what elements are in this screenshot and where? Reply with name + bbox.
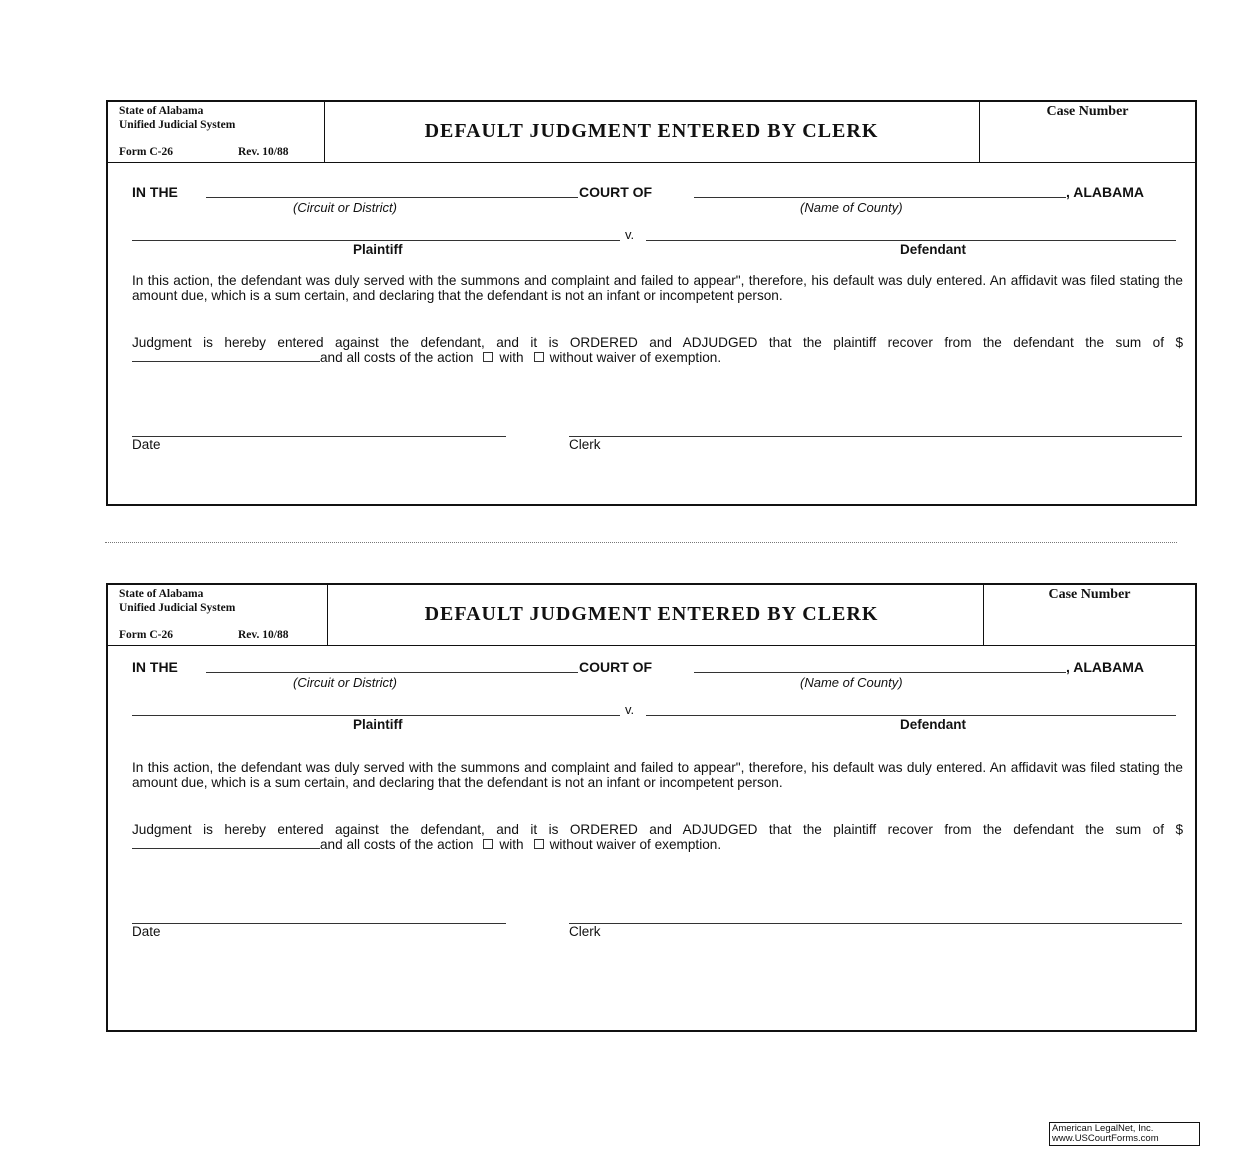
- judgment-statement: [132, 336, 1183, 365]
- without-label: without waiver of exemption.: [549, 349, 722, 365]
- county-hint: (Name of County): [800, 200, 903, 215]
- clerk-label: Clerk: [569, 924, 601, 939]
- state-label: State of Alabama: [119, 588, 204, 600]
- court-type-hint: (Circuit or District): [293, 675, 397, 690]
- without-label: without waiver of exemption.: [549, 836, 722, 852]
- revision: Rev. 10/88: [238, 629, 289, 641]
- court-of-label: COURT OF: [579, 184, 653, 200]
- amount-field[interactable]: [132, 838, 320, 849]
- defendant-field[interactable]: [646, 226, 1176, 241]
- issuer-block: [108, 102, 325, 162]
- without-checkbox[interactable]: [534, 839, 544, 849]
- system-label: Unified Judicial System: [119, 602, 236, 614]
- court-type-field[interactable]: [206, 658, 578, 673]
- defendant-label: Defendant: [900, 242, 967, 257]
- date-label: Date: [132, 437, 161, 452]
- cut-line-divider: [105, 542, 1177, 543]
- case-number-field[interactable]: [983, 585, 1195, 645]
- date-label: Date: [132, 924, 161, 939]
- county-field[interactable]: [694, 658, 1066, 673]
- court-of-label: COURT OF: [579, 659, 653, 675]
- publisher-name: American LegalNet, Inc.: [1052, 1123, 1154, 1134]
- court-type-hint: (Circuit or District): [293, 200, 397, 215]
- amount-field[interactable]: [132, 351, 320, 362]
- publisher-url: www.USCourtForms.com: [1052, 1133, 1159, 1144]
- clerk-signature-field[interactable]: [569, 909, 1182, 924]
- versus-label: v.: [625, 227, 635, 242]
- in-the-label: IN THE: [132, 659, 178, 675]
- costs-text: and all costs of the action: [320, 836, 474, 852]
- form-header: [108, 585, 1195, 646]
- court-type-field[interactable]: [206, 183, 578, 198]
- defendant-field[interactable]: [646, 701, 1176, 716]
- judgment-text: Judgment is hereby entered against the defendant, and it is ORDERED and ADJUDGED that the plaintiff recover from the defendant the sum of $: [132, 822, 1183, 837]
- plaintiff-label: Plaintiff: [353, 717, 403, 732]
- alabama-label: , ALABAMA: [1066, 184, 1145, 200]
- form-title: DEFAULT JUDGMENT ENTERED BY CLERK: [424, 120, 879, 142]
- judgment-text: Judgment is hereby entered against the defendant, and it is ORDERED and ADJUDGED that the plaintiff recover from the defendant the sum of $: [132, 335, 1183, 350]
- clerk-label: Clerk: [569, 437, 601, 452]
- judgment-statement: [132, 823, 1183, 852]
- default-judgment-form-1: [106, 100, 1197, 506]
- issuer-block: [108, 585, 328, 645]
- system-label: Unified Judicial System: [119, 119, 236, 131]
- revision: Rev. 10/88: [238, 146, 289, 158]
- county-field[interactable]: [694, 183, 1066, 198]
- clerk-signature-field[interactable]: [569, 422, 1182, 437]
- with-checkbox[interactable]: [483, 839, 493, 849]
- without-checkbox[interactable]: [534, 352, 544, 362]
- default-judgment-form-2: [106, 583, 1197, 1032]
- default-statement: In this action, the defendant was duly served with the summons and complaint and failed to appear", therefore, his default was duly entered. An affidavit was filed stating the amount due, which is a sum certain, and declaring that the defendant is not an infant or incompetent person.: [132, 760, 1183, 790]
- versus-label: v.: [625, 702, 635, 717]
- form-title: DEFAULT JUDGMENT ENTERED BY CLERK: [424, 603, 879, 625]
- form-header: [108, 102, 1195, 163]
- with-label: with: [499, 836, 524, 852]
- state-label: State of Alabama: [119, 105, 204, 117]
- plaintiff-field[interactable]: [132, 701, 620, 716]
- defendant-label: Defendant: [900, 717, 967, 732]
- date-field[interactable]: [132, 422, 506, 437]
- plaintiff-label: Plaintiff: [353, 242, 403, 257]
- with-label: with: [499, 349, 524, 365]
- alabama-label: , ALABAMA: [1066, 659, 1145, 675]
- publisher-footer: [1049, 1122, 1200, 1146]
- costs-text: and all costs of the action: [320, 349, 474, 365]
- plaintiff-field[interactable]: [132, 226, 620, 241]
- form-number: Form C-26: [119, 146, 173, 158]
- case-number-label: Case Number: [1046, 104, 1129, 119]
- date-field[interactable]: [132, 909, 506, 924]
- default-statement: In this action, the defendant was duly served with the summons and complaint and failed to appear", therefore, his default was duly entered. An affidavit was filed stating the amount due, which is a sum certain, and declaring that the defendant is not an infant or incompetent person.: [132, 273, 1183, 303]
- in-the-label: IN THE: [132, 184, 178, 200]
- case-number-field[interactable]: [979, 102, 1195, 162]
- case-number-label: Case Number: [1048, 587, 1131, 602]
- form-number: Form C-26: [119, 629, 173, 641]
- with-checkbox[interactable]: [483, 352, 493, 362]
- county-hint: (Name of County): [800, 675, 903, 690]
